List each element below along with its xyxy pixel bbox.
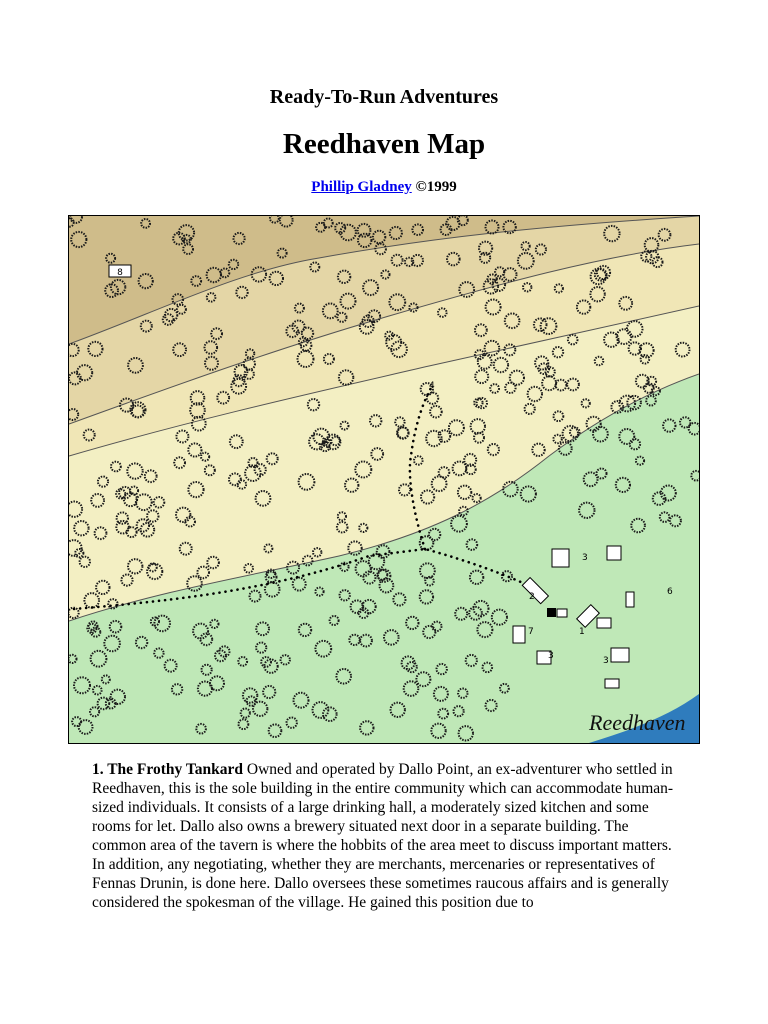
building: [611, 648, 629, 662]
location-entry: [92, 760, 682, 912]
author-link[interactable]: Phillip Gladney: [311, 179, 412, 195]
map-label-7: 7: [528, 627, 534, 637]
map-label-8: 8: [117, 268, 123, 278]
building: [597, 618, 611, 628]
map-label-1: 1: [579, 627, 585, 637]
reedhaven-map: [68, 215, 700, 744]
map-label-6: 6: [667, 587, 673, 597]
building: [557, 609, 567, 617]
entry-text: Owned and operated by Dallo Point, an ex-adventurer who settled in Reedhaven, this is the sole building in the entire community which can accommodate human-sized individuals. It consists of a large drinking hall, a moderately sized kitchen and some rooms for let. Dallo also owns a brewery situated next door in a separate building. The common area of the tavern is where the hobbits of the area meet to discuss important matters. In addition, any negotiating, whether they are merchants, mercenaries or representatives of Fennas Drunin, is done here. Dallo oversees these sometimes raucous affairs and is generally considered the spokesman of the village. He gained this position due to: [92, 761, 674, 911]
document-subtitle: Ready-To-Run Adventures: [269, 86, 499, 108]
document-title: Reedhaven Map: [282, 128, 486, 160]
building: [552, 549, 569, 567]
map-label-3c: 3: [603, 656, 609, 666]
byline: [0, 179, 768, 196]
building: [547, 608, 556, 617]
map-label-3b: 3: [548, 651, 554, 661]
entry-heading: 1. The Frothy Tankard: [92, 761, 244, 778]
map-label-4: 4: [429, 381, 435, 391]
building: [607, 546, 621, 560]
copyright-text: ©1999: [415, 179, 457, 195]
map-label-2: 2: [529, 592, 535, 602]
building: [513, 626, 525, 643]
building: [605, 679, 619, 688]
map-logo-text: Reedhaven: [589, 710, 686, 735]
map-label-3: 3: [582, 553, 588, 563]
map-canvas: [69, 216, 699, 743]
building: [626, 592, 634, 607]
